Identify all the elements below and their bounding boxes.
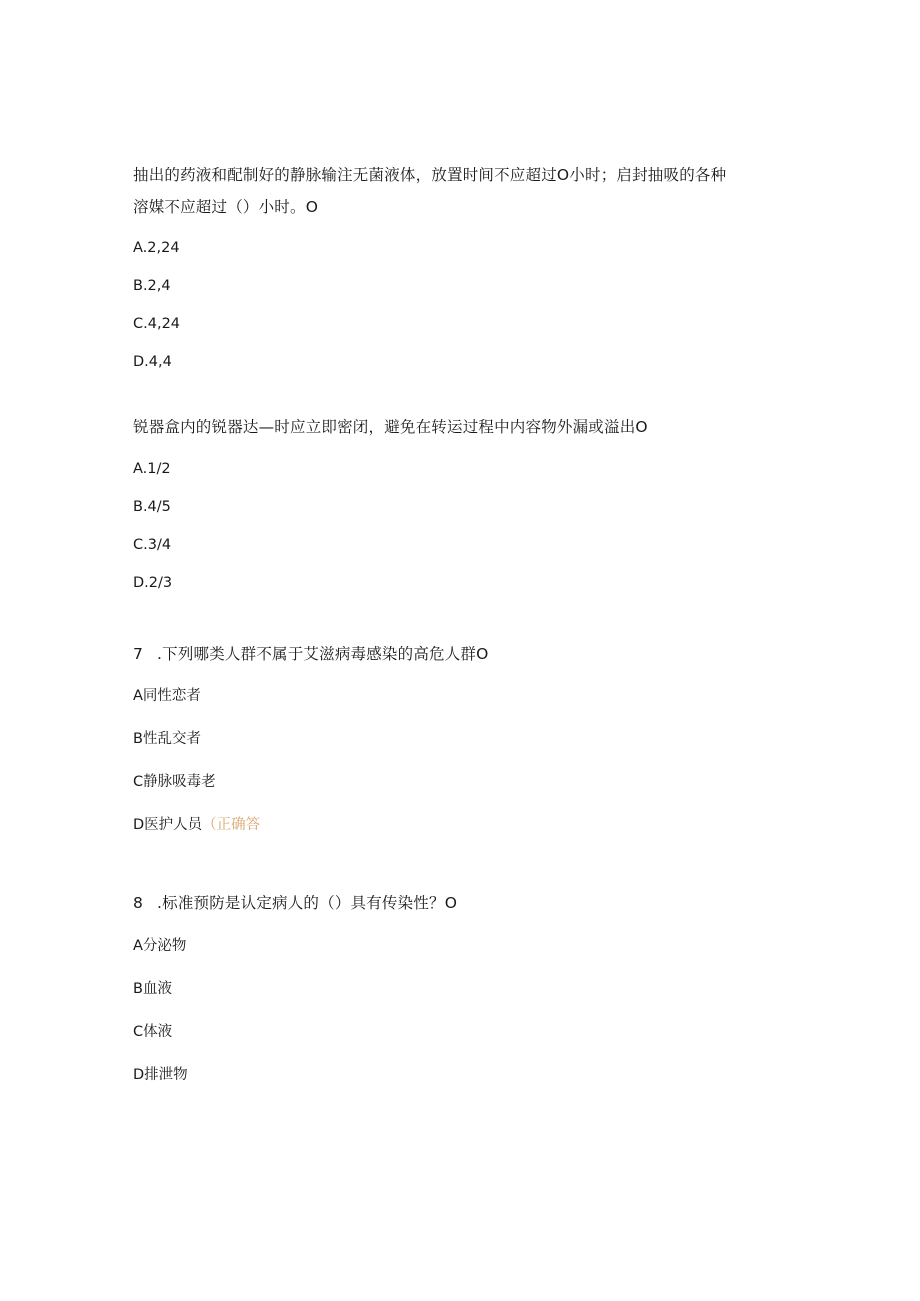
question-8: [133, 893, 457, 913]
question-7-option-d: [133, 815, 260, 835]
question-7-option-b: B性乱交者: [133, 731, 201, 747]
question-2-option-b: B.4/5: [133, 499, 171, 515]
question-8-option-d: D排泄物: [133, 1067, 188, 1083]
question-8-option-c: C体液: [133, 1024, 173, 1040]
question-1-option-c: C.4,24: [133, 316, 181, 332]
question-1-text-line-1: 抽出的药液和配制好的静脉输注无菌液体，放置时间不应超过O小时；启封抽吸的各种: [133, 166, 727, 184]
question-8-text: .标准预防是认定病人的（）具有传染性？O: [157, 894, 458, 912]
question-2-option-c: C.3/4: [133, 537, 172, 553]
question-7-number: 7: [133, 645, 144, 663]
question-8-option-a: A分泌物: [133, 938, 187, 954]
question-1-option-b: B.2,4: [133, 278, 171, 294]
question-2-text: 锐器盒内的锐器达—时应立即密闭，避免在转运过程中内容物外漏或溢出O: [133, 418, 648, 436]
question-8-number: 8: [133, 894, 144, 912]
question-7: [133, 644, 489, 664]
question-7-option-c: C静脉吸毒老: [133, 774, 216, 790]
question-2-option-a: A.1/2: [133, 461, 171, 477]
question-1-option-d: D.4,4: [133, 354, 172, 370]
question-1-option-a: A.2,24: [133, 240, 180, 256]
question-1-text-line-2: 溶媒不应超过（）小时。O: [133, 198, 319, 216]
question-2-option-d: D.2/3: [133, 575, 173, 591]
question-7-text: .下列哪类人群不属于艾滋病毒感染的高危人群O: [157, 645, 489, 663]
question-7-option-d-label: D医护人员: [133, 817, 203, 833]
question-7-option-a: A同性恋者: [133, 688, 201, 704]
answer-hint: （正确答: [202, 817, 261, 833]
question-8-option-b: B血液: [133, 981, 172, 997]
